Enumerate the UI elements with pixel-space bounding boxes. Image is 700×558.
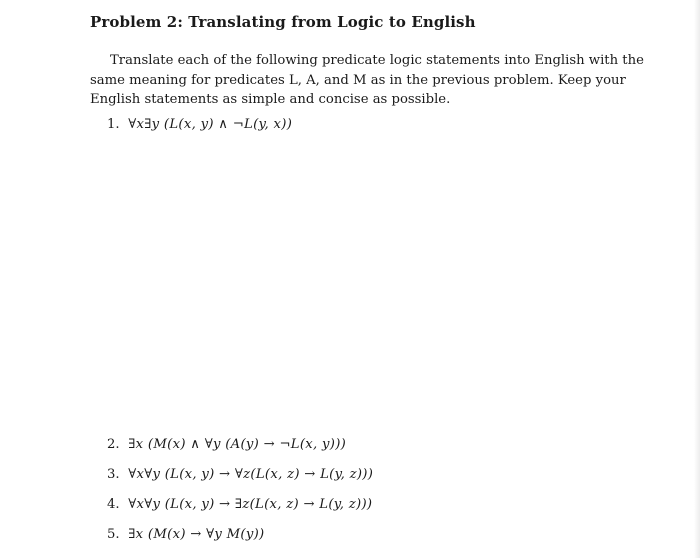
logic-formula: ∀x∃y (L(x, y) ∧ ¬L(y, x)) xyxy=(128,117,293,132)
instructions-line-3: English statements as simple and concise as possible. xyxy=(90,92,451,107)
list-item-1 xyxy=(107,117,292,132)
instructions-line-2: same meaning for predicates L, A, and M as in the previous problem. Keep your xyxy=(90,72,626,88)
problem-title: Problem 2: Translating from Logic to English xyxy=(90,13,476,31)
list-item-3 xyxy=(107,467,373,482)
logic-formula: ∀x∀y (L(x, y) → ∀z(L(x, z) → L(y, z))) xyxy=(128,467,374,482)
item-number: 1. xyxy=(107,117,120,132)
logic-formula: ∀x∀y (L(x, y) → ∃z(L(x, z) → L(y, z))) xyxy=(128,497,373,512)
answer-space xyxy=(90,150,620,430)
list-item-4 xyxy=(107,497,372,512)
item-number: 3. xyxy=(107,467,120,482)
item-number: 2. xyxy=(107,437,120,452)
list-item-2 xyxy=(107,437,346,452)
list-item-5 xyxy=(107,527,264,542)
item-number: 5. xyxy=(107,527,120,542)
item-number: 4. xyxy=(107,497,120,512)
instructions-line-1: Translate each of the following predicate logic statements into English with the xyxy=(110,53,644,68)
logic-formula: ∃x (M(x) ∧ ∀y (A(y) → ¬L(x, y))) xyxy=(128,437,347,452)
page-edge-shadow xyxy=(694,0,700,558)
logic-formula: ∃x (M(x) → ∀y M(y)) xyxy=(128,527,265,542)
problem-instructions xyxy=(90,51,644,110)
